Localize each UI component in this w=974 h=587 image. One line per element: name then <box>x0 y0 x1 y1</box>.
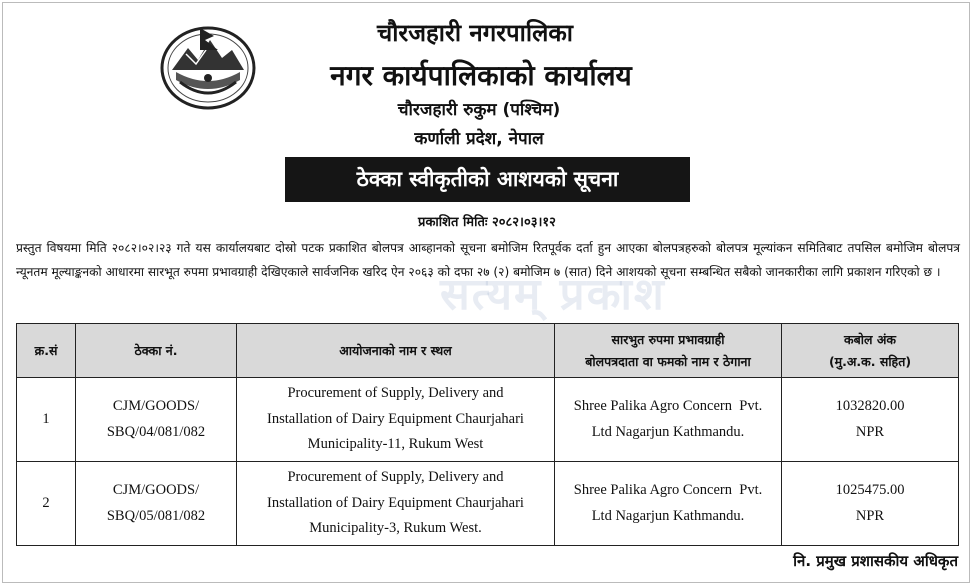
table-row <box>17 462 959 546</box>
cell-amount-value: 1032820.00 <box>835 398 905 414</box>
cell-project <box>237 378 555 462</box>
cell-contract-line2: SBQ/04/081/082 <box>106 423 206 440</box>
cell-amount-value: 1025475.00 <box>835 482 905 498</box>
col-header-amount-line1: कबोल अंक <box>844 331 896 347</box>
cell-project <box>237 462 555 546</box>
cell-project-line1: Procurement of Supply, Delivery and <box>287 469 504 486</box>
cell-project-line1: Procurement of Supply, Delivery and <box>287 385 504 402</box>
cell-project-line2: Installation of Dairy Equipment Chaurjahari <box>267 410 524 427</box>
office-address: चौरजहारी रुकुम (पश्चिम) <box>397 100 561 120</box>
cell-contract-line2: SBQ/05/081/082 <box>106 507 206 524</box>
cell-amount-currency: NPR <box>855 423 885 440</box>
col-header-bidder-line2: बोलपत्रदाता वा फमको नाम र ठेगाना <box>585 353 751 369</box>
col-header-bidder <box>555 324 782 378</box>
watermark-text: सत्यम् प्रकाश <box>440 269 666 320</box>
col-header-sn: क्र.सं <box>17 324 76 378</box>
cell-project-line2: Installation of Dairy Equipment Chaurjahari <box>267 494 524 511</box>
col-header-amount-line2: (मु.अ.क. सहित) <box>828 353 912 369</box>
cell-bidder-line1: Shree Palika Agro Concern Pvt. <box>573 482 763 498</box>
table-row <box>17 378 959 462</box>
cell-project-line3: Municipality-3, Rukum West. <box>309 520 482 537</box>
province-country: कर्णाली प्रदेश, नेपाल <box>414 129 544 149</box>
cell-bidder-line2: Ltd Nagarjun Kathmandu. <box>591 507 745 524</box>
cell-sn: 2 <box>17 462 76 546</box>
notice-title-banner: ठेक्का स्वीकृतीको आशयको सूचना <box>285 157 690 202</box>
cell-contract-line1: CJM/GOODS/ <box>112 482 200 498</box>
col-header-amount <box>782 324 959 378</box>
cell-contract-no <box>76 462 237 546</box>
signatory-title: नि. प्रमुख प्रशासकीय अधिकृत <box>793 552 958 570</box>
notice-body-paragraph: प्रस्तुत विषयमा मिति २०८२।०२।२३ गते यस कार्यालयबाट दोस्रो पटक प्रकाशित बोलपत्र आब्हानको सूचना बमोजिम रितपूर्वक दर्ता हुन आएका बोलपत्रहरुको बोलपत्र मूल्यांकन समितिबाट तपसिल बमोजिम बोलपत्र न्यूनतम मूल्याङ्कनको आधारमा सारभूत रुपमा प्रभावग्राही देखिएकाले सार्वजनिक खरिद ऐन २०६३ को दफा २७ (२) बमोजिम ७ (सात) दिने आशयको सूचना सम्बन्धित सबैको जानकारीका लागि प्रकाशन गरिएको छ । <box>16 241 960 279</box>
col-header-contract-no: ठेक्का नं. <box>76 324 237 378</box>
cell-amount-currency: NPR <box>855 507 885 524</box>
cell-bidder <box>555 462 782 546</box>
cell-bidder-line2: Ltd Nagarjun Kathmandu. <box>591 423 745 440</box>
table-header-row <box>17 324 959 378</box>
cell-amount <box>782 462 959 546</box>
tender-table <box>16 323 959 546</box>
published-date: प्रकाशित मितिः २०८२।०३।१२ <box>418 215 556 230</box>
cell-contract-line1: CJM/GOODS/ <box>112 398 200 414</box>
cell-amount <box>782 378 959 462</box>
col-header-bidder-line1: सारभुत रुपमा प्रभावग्राही <box>611 331 725 347</box>
cell-project-line3: Municipality-11, Rukum West <box>307 436 484 453</box>
office-name: नगर कार्यपालिकाको कार्यालय <box>330 59 632 92</box>
cell-bidder <box>555 378 782 462</box>
municipality-name: चौरजहारी नगरपालिका <box>376 19 574 47</box>
col-header-project: आयोजनाको नाम र स्थल <box>237 324 555 378</box>
cell-contract-no <box>76 378 237 462</box>
cell-sn: 1 <box>17 378 76 462</box>
cell-bidder-line1: Shree Palika Agro Concern Pvt. <box>573 398 763 414</box>
